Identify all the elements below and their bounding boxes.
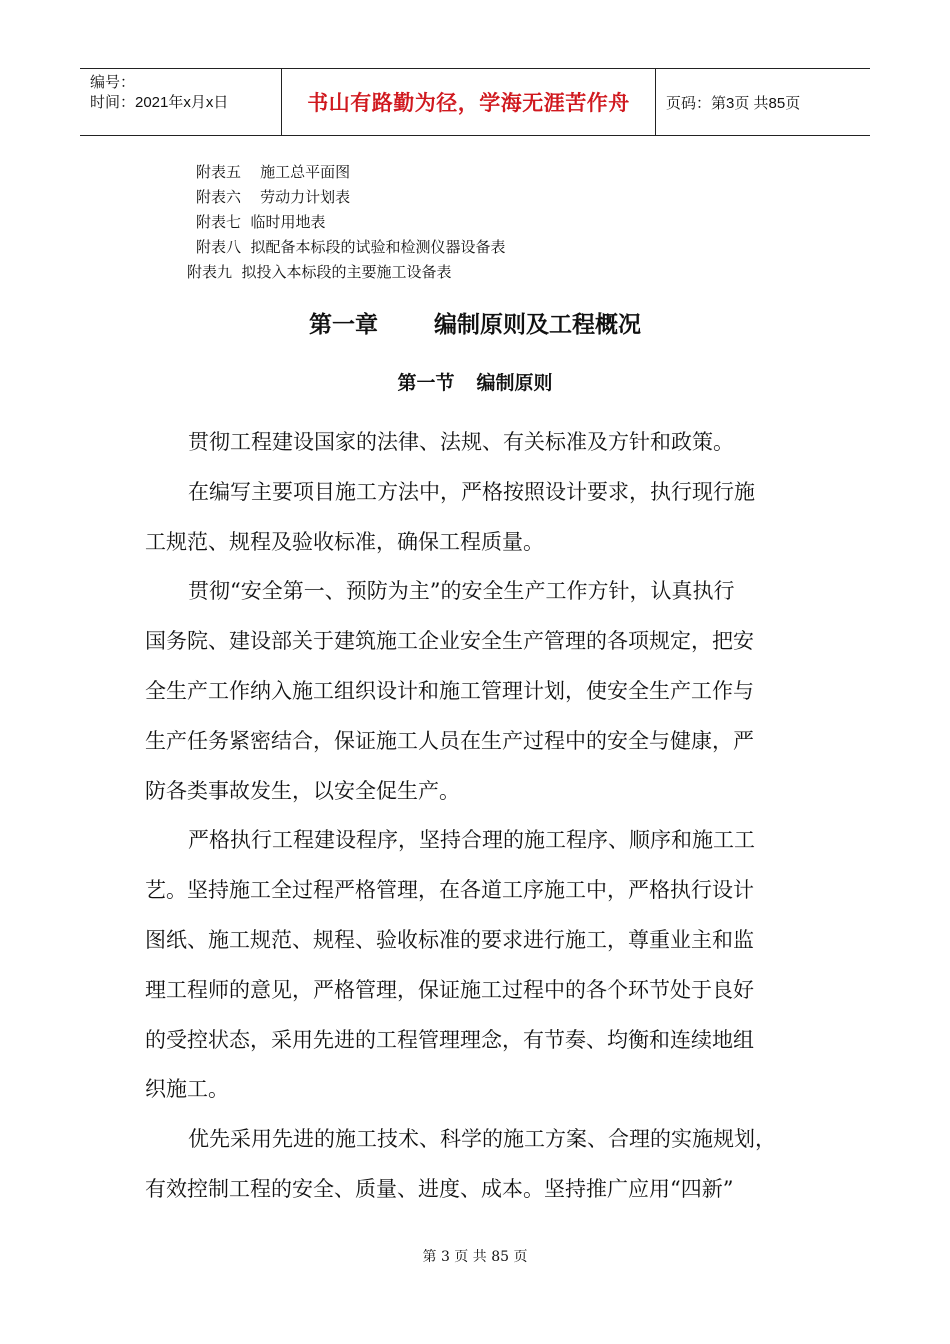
appendix-item: 附表七 临时用地表	[196, 213, 326, 231]
paragraph-line: 有效控制工程的安全、质量、进度、成本。坚持推广应用“四新”	[145, 1176, 734, 1201]
paragraph	[145, 418, 805, 468]
appendix-item: 附表五 施工总平面图	[196, 163, 351, 181]
section-number: 第一节	[397, 372, 455, 394]
paragraph-line: 织施工。	[145, 1077, 229, 1102]
header-page-info: 页码：第3页 共85页	[666, 94, 801, 112]
appendix-item: 附表六 劳动力计划表	[196, 188, 351, 206]
date-label: 时间：2021年x月x日	[90, 94, 229, 111]
chapter-heading	[0, 306, 950, 339]
page-header	[80, 68, 870, 136]
appendix-list	[187, 160, 506, 285]
paragraph-line: 理工程师的意见，严格管理，保证施工过程中的各个环节处于良好	[145, 977, 754, 1002]
paragraph-line: 工规范、规程及验收标准，确保工程质量。	[145, 529, 544, 554]
header-meta	[80, 69, 282, 135]
paragraph-line: 贯彻工程建设国家的法律、法规、有关标准及方针和政策。	[188, 430, 734, 454]
paragraph	[145, 1115, 805, 1215]
paragraph-line: 的受控状态，采用先进的工程管理理念，有节奏、均衡和连续地组	[145, 1027, 754, 1052]
section-heading	[0, 368, 950, 395]
chapter-number: 第一章	[309, 312, 378, 338]
chapter-title: 编制原则及工程概况	[434, 312, 641, 338]
number-label: 编号：	[90, 74, 136, 91]
paragraph-line: 全生产工作纳入施工组织设计和施工管理计划，使安全生产工作与	[145, 678, 754, 703]
body-text	[145, 418, 805, 1215]
paragraph	[145, 468, 805, 568]
paragraph-line: 贯彻“安全第一、预防为主”的安全生产工作方针，认真执行	[188, 579, 735, 604]
appendix-item: 附表八 拟配备本标段的试验和检测仪器设备表	[196, 238, 506, 256]
paragraph-line: 生产任务紧密结合，保证施工人员在生产过程中的安全与健康，严	[145, 728, 754, 753]
page-footer: 第 3 页 共 85 页	[422, 1249, 528, 1265]
paragraph-line: 防各类事故发生，以安全促生产。	[145, 778, 460, 803]
appendix-item: 附表九 拟投入本标段的主要施工设备表	[187, 263, 452, 281]
section-title: 编制原则	[476, 372, 553, 394]
paragraph-line: 国务院、建设部关于建筑施工企业安全生产管理的各项规定，把安	[145, 629, 754, 654]
header-motto: 书山有路勤为径，学海无涯苦作舟	[282, 69, 656, 135]
paragraph-line: 优先采用先进的施工技术、科学的施工方案、合理的实施规划，	[188, 1127, 776, 1152]
paragraph-line: 图纸、施工规范、规程、验收标准的要求进行施工，尊重业主和监	[145, 927, 754, 952]
paragraph-line: 严格执行工程建设程序，坚持合理的施工程序、顺序和施工工	[188, 828, 755, 853]
paragraph	[145, 567, 805, 816]
paragraph-line: 在编写主要项目施工方法中，严格按照设计要求，执行现行施	[188, 479, 755, 504]
paragraph-line: 艺。坚持施工全过程严格管理，在各道工序施工中，严格执行设计	[145, 878, 754, 903]
paragraph	[145, 816, 805, 1115]
